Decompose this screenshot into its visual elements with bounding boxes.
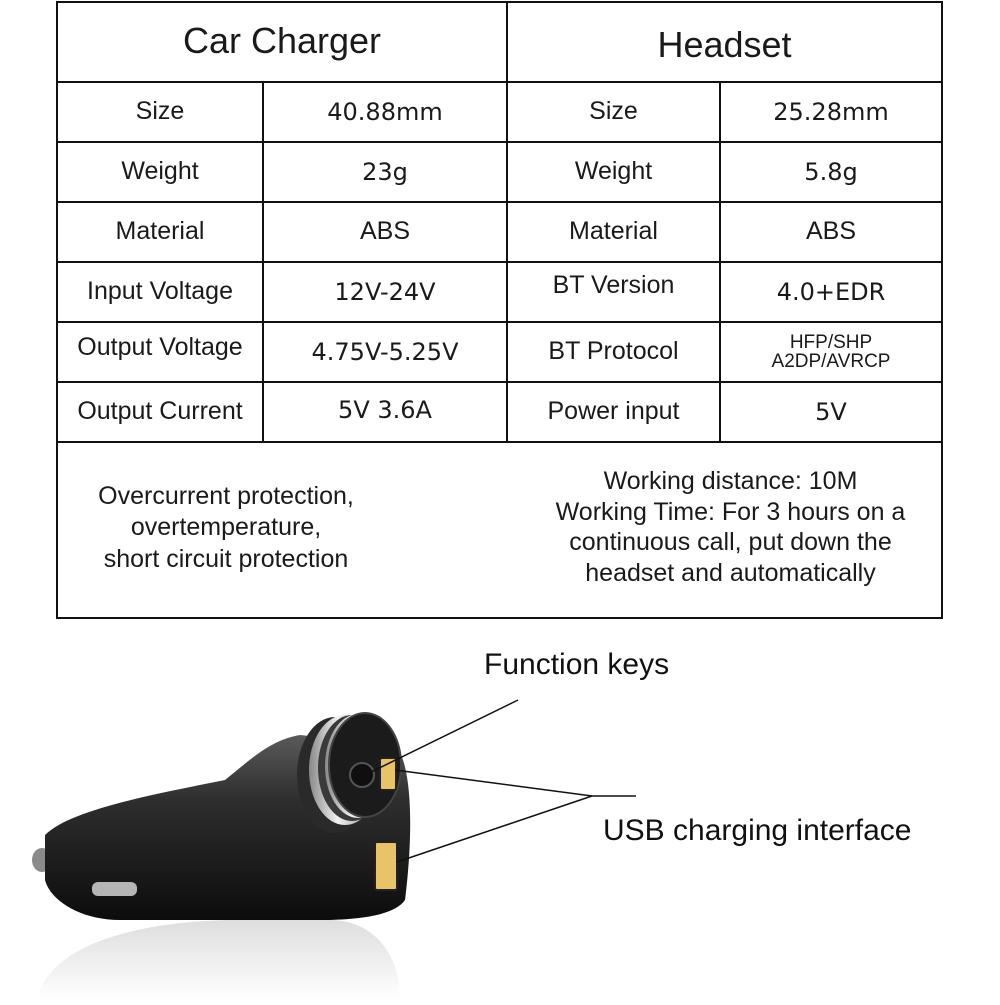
usb-charging-interface-label: USB charging interface <box>603 814 912 847</box>
bt-version-label: BT Version <box>552 271 675 300</box>
row-divider <box>58 441 941 443</box>
headset-size-label: Size <box>589 97 638 126</box>
charger-note-line-2: overtemperature, <box>130 513 322 542</box>
product-illustration <box>0 620 1000 1000</box>
bt-protocol-line-2: A2DP/AVRCP <box>771 351 891 372</box>
usb-port-2 <box>375 842 397 890</box>
bt-protocol-line-1: HFP/SHP <box>789 332 873 353</box>
headset-note-line-2: Working Time: For 3 hours on a <box>555 497 906 526</box>
car-charger-header: Car Charger <box>182 20 382 62</box>
bt-version-value: 4.0+EDR <box>776 277 886 306</box>
charger-note-line-1: Overcurrent protection, <box>98 482 354 511</box>
power-input-label: Power input <box>547 397 680 426</box>
spec-table <box>56 1 943 619</box>
usb-leader-2 <box>397 796 592 862</box>
headset-weight-label: Weight <box>574 157 653 186</box>
charger-protection-notes <box>58 473 394 583</box>
charger-weight-label: Weight <box>121 157 199 186</box>
output-voltage-value: 4.75V-5.25V <box>311 337 459 366</box>
power-input-value: 5V <box>815 397 847 426</box>
headset-note-line-1: Working distance: 10M <box>603 467 858 495</box>
bt-protocol-label: BT Protocol <box>548 337 679 366</box>
headset-note-line-3: continuous call, put down the <box>569 528 892 556</box>
bt-protocol-value <box>721 323 941 381</box>
headset-note-line-4: headset and automatically <box>585 558 876 587</box>
charger-size-label: Size <box>135 97 185 126</box>
headset-material-label: Material <box>569 217 658 246</box>
function-keys-label: Function keys <box>484 648 670 681</box>
function-key <box>350 763 374 787</box>
usb-leader-1 <box>395 770 592 796</box>
side-contact <box>92 882 137 896</box>
charger-material-value: ABS <box>359 217 411 246</box>
output-current-value: 5V 3.6A <box>338 395 432 424</box>
charger-weight-value: 23g <box>362 157 408 186</box>
charger-size-value: 40.88mm <box>327 97 443 126</box>
headset-size-value: 25.28mm <box>773 97 889 126</box>
reflection <box>40 920 400 1000</box>
charger-note-line-3: short circuit protection <box>103 544 349 573</box>
usb-port-1 <box>380 758 396 790</box>
headset-material-value: ABS <box>805 217 857 246</box>
headset-header: Headset <box>657 24 792 66</box>
headset-weight-value: 5.8g <box>804 157 858 186</box>
input-voltage-label: Input Voltage <box>87 277 233 306</box>
headset-working-notes <box>528 463 933 591</box>
charger-material-label: Material <box>115 217 205 246</box>
output-voltage-label: Output Voltage <box>77 333 243 362</box>
input-voltage-value: 12V-24V <box>334 277 436 306</box>
output-current-label: Output Current <box>77 397 243 426</box>
